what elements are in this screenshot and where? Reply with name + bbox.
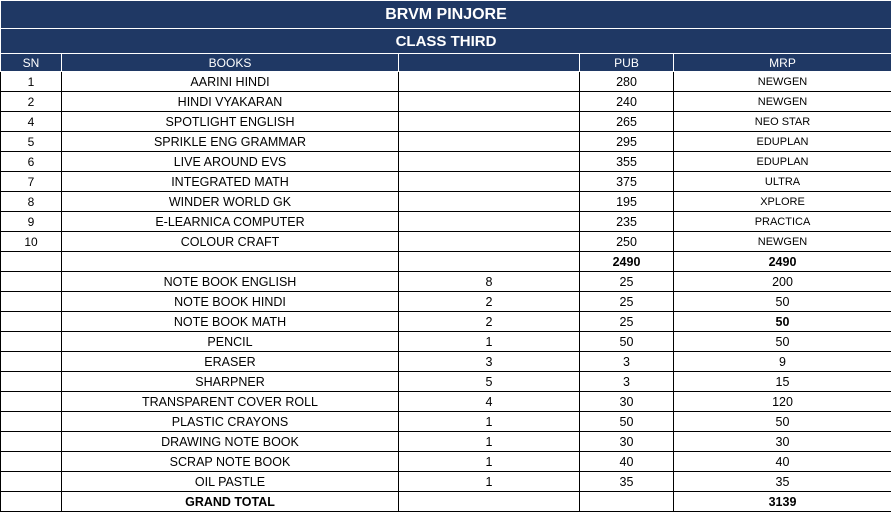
stationery-name-cell[interactable]: ERASER xyxy=(62,352,399,372)
stationery-amount-cell[interactable]: 50 xyxy=(674,332,891,352)
stationery-name-cell[interactable]: NOTE BOOK ENGLISH xyxy=(62,272,399,292)
book-sn-cell[interactable]: 9 xyxy=(1,212,62,232)
stationery-qty-cell[interactable]: 5 xyxy=(399,372,580,392)
stationery-amount-cell[interactable]: 30 xyxy=(674,432,891,452)
book-qty-cell[interactable] xyxy=(399,152,580,172)
book-qty-cell[interactable] xyxy=(399,132,580,152)
book-sn-cell[interactable]: 8 xyxy=(1,192,62,212)
book-publisher-cell[interactable]: XPLORE xyxy=(674,192,891,212)
book-row xyxy=(1,112,891,132)
stationery-row xyxy=(1,332,891,352)
book-name-cell[interactable]: SPOTLIGHT ENGLISH xyxy=(62,112,399,132)
stationery-row xyxy=(1,372,891,392)
book-publisher-cell[interactable]: PRACTICA xyxy=(674,212,891,232)
book-row xyxy=(1,212,891,232)
stationery-name-cell[interactable]: NOTE BOOK MATH xyxy=(62,312,399,332)
stationery-row xyxy=(1,432,891,452)
book-name-cell[interactable]: LIVE AROUND EVS xyxy=(62,152,399,172)
book-qty-cell[interactable] xyxy=(399,172,580,192)
book-sn-cell[interactable]: 1 xyxy=(1,72,62,92)
stationery-amount-cell[interactable]: 35 xyxy=(674,472,891,492)
stationery-name-cell[interactable]: SCRAP NOTE BOOK xyxy=(62,452,399,472)
book-row xyxy=(1,192,891,212)
stationery-rate-cell[interactable]: 25 xyxy=(580,272,674,292)
book-price-cell[interactable]: 375 xyxy=(580,172,674,192)
stationery-qty-cell[interactable]: 4 xyxy=(399,392,580,412)
stationery-amount-cell[interactable]: 50 xyxy=(674,412,891,432)
stationery-row xyxy=(1,412,891,432)
books-total-mrp[interactable]: 2490 xyxy=(674,252,891,272)
total-sn-cell[interactable] xyxy=(1,252,62,272)
stationery-sn-cell[interactable] xyxy=(1,412,62,432)
book-publisher-cell[interactable]: EDUPLAN xyxy=(674,132,891,152)
stationery-sn-cell[interactable] xyxy=(1,312,62,332)
book-name-cell[interactable]: INTEGRATED MATH xyxy=(62,172,399,192)
header-pub[interactable]: PUB xyxy=(580,54,674,72)
book-price-cell[interactable]: 265 xyxy=(580,112,674,132)
stationery-row xyxy=(1,352,891,372)
stationery-sn-cell[interactable] xyxy=(1,452,62,472)
stationery-rate-cell[interactable]: 35 xyxy=(580,472,674,492)
stationery-sn-cell[interactable] xyxy=(1,352,62,372)
stationery-row xyxy=(1,392,891,412)
header-books[interactable]: BOOKS xyxy=(62,54,399,72)
stationery-amount-cell[interactable]: 200 xyxy=(674,272,891,292)
grand-total-pub-cell[interactable] xyxy=(580,492,674,512)
book-price-cell[interactable]: 355 xyxy=(580,152,674,172)
stationery-name-cell[interactable]: SHARPNER xyxy=(62,372,399,392)
book-qty-cell[interactable] xyxy=(399,232,580,252)
book-row xyxy=(1,92,891,112)
stationery-qty-cell[interactable]: 1 xyxy=(399,452,580,472)
header-sn[interactable]: SN xyxy=(1,54,62,72)
stationery-sn-cell[interactable] xyxy=(1,372,62,392)
book-price-cell[interactable]: 195 xyxy=(580,192,674,212)
stationery-qty-cell[interactable]: 1 xyxy=(399,472,580,492)
stationery-amount-cell[interactable]: 50 xyxy=(674,312,891,332)
stationery-row xyxy=(1,292,891,312)
stationery-qty-cell[interactable]: 1 xyxy=(399,332,580,352)
stationery-row xyxy=(1,272,891,292)
class-title[interactable]: CLASS THIRD xyxy=(1,29,891,54)
book-price-cell[interactable]: 280 xyxy=(580,72,674,92)
stationery-sn-cell[interactable] xyxy=(1,292,62,312)
subtitle-row xyxy=(1,29,891,54)
book-row xyxy=(1,72,891,92)
stationery-name-cell[interactable]: NOTE BOOK HINDI xyxy=(62,292,399,312)
grand-total-qty-cell[interactable] xyxy=(399,492,580,512)
book-price-cell[interactable]: 235 xyxy=(580,212,674,232)
stationery-rate-cell[interactable]: 30 xyxy=(580,432,674,452)
stationery-amount-cell[interactable]: 40 xyxy=(674,452,891,472)
header-mrp[interactable]: MRP xyxy=(674,54,891,72)
stationery-qty-cell[interactable]: 2 xyxy=(399,312,580,332)
title-row xyxy=(1,1,891,29)
stationery-sn-cell[interactable] xyxy=(1,332,62,352)
stationery-qty-cell[interactable]: 3 xyxy=(399,352,580,372)
stationery-amount-cell[interactable]: 9 xyxy=(674,352,891,372)
stationery-amount-cell[interactable]: 120 xyxy=(674,392,891,412)
stationery-qty-cell[interactable]: 8 xyxy=(399,272,580,292)
book-sn-cell[interactable]: 10 xyxy=(1,232,62,252)
header-row xyxy=(1,54,891,72)
book-qty-cell[interactable] xyxy=(399,92,580,112)
stationery-sn-cell[interactable] xyxy=(1,272,62,292)
book-price-cell[interactable]: 250 xyxy=(580,232,674,252)
school-title[interactable]: BRVM PINJORE xyxy=(1,1,891,29)
grand-total-row xyxy=(1,492,891,512)
stationery-name-cell[interactable]: TRANSPARENT COVER ROLL xyxy=(62,392,399,412)
stationery-name-cell[interactable]: PLASTIC CRAYONS xyxy=(62,412,399,432)
grand-total-sn-cell[interactable] xyxy=(1,492,62,512)
book-row xyxy=(1,172,891,192)
grand-total-label[interactable]: GRAND TOTAL xyxy=(62,492,399,512)
total-label-cell[interactable] xyxy=(62,252,399,272)
stationery-rate-cell[interactable]: 50 xyxy=(580,332,674,352)
book-name-cell[interactable]: HINDI VYAKARAN xyxy=(62,92,399,112)
stationery-rate-cell[interactable]: 25 xyxy=(580,292,674,312)
stationery-amount-cell[interactable]: 50 xyxy=(674,292,891,312)
stationery-name-cell[interactable]: OIL PASTLE xyxy=(62,472,399,492)
book-sn-cell[interactable]: 2 xyxy=(1,92,62,112)
book-name-cell[interactable]: COLOUR CRAFT xyxy=(62,232,399,252)
stationery-qty-cell[interactable]: 2 xyxy=(399,292,580,312)
stationery-rate-cell[interactable]: 3 xyxy=(580,372,674,392)
stationery-row xyxy=(1,472,891,492)
book-price-cell[interactable]: 295 xyxy=(580,132,674,152)
stationery-sn-cell[interactable] xyxy=(1,432,62,452)
book-publisher-cell[interactable]: NEO STAR xyxy=(674,112,891,132)
book-publisher-cell[interactable]: NEWGEN xyxy=(674,72,891,92)
book-publisher-cell[interactable]: ULTRA xyxy=(674,172,891,192)
books-total-pub[interactable]: 2490 xyxy=(580,252,674,272)
stationery-row xyxy=(1,312,891,332)
book-name-cell[interactable]: AARINI HINDI xyxy=(62,72,399,92)
book-name-cell[interactable]: E-LEARNICA COMPUTER xyxy=(62,212,399,232)
stationery-qty-cell[interactable]: 1 xyxy=(399,412,580,432)
stationery-row xyxy=(1,452,891,472)
stationery-rate-cell[interactable]: 30 xyxy=(580,392,674,412)
stationery-amount-cell[interactable]: 15 xyxy=(674,372,891,392)
grand-total-value[interactable]: 3139 xyxy=(674,492,891,512)
books-total-row xyxy=(1,252,891,272)
stationery-rate-cell[interactable]: 3 xyxy=(580,352,674,372)
stationery-sn-cell[interactable] xyxy=(1,472,62,492)
book-qty-cell[interactable] xyxy=(399,192,580,212)
book-qty-cell[interactable] xyxy=(399,212,580,232)
book-row xyxy=(1,152,891,172)
book-qty-cell[interactable] xyxy=(399,72,580,92)
book-sn-cell[interactable]: 5 xyxy=(1,132,62,152)
book-publisher-cell[interactable]: NEWGEN xyxy=(674,232,891,252)
stationery-rate-cell[interactable]: 50 xyxy=(580,412,674,432)
stationery-rate-cell[interactable]: 25 xyxy=(580,312,674,332)
stationery-rate-cell[interactable]: 40 xyxy=(580,452,674,472)
stationery-qty-cell[interactable]: 1 xyxy=(399,432,580,452)
book-sn-cell[interactable]: 7 xyxy=(1,172,62,192)
stationery-sn-cell[interactable] xyxy=(1,392,62,412)
stationery-name-cell[interactable]: DRAWING NOTE BOOK xyxy=(62,432,399,452)
book-publisher-cell[interactable]: NEWGEN xyxy=(674,92,891,112)
book-publisher-cell[interactable]: EDUPLAN xyxy=(674,152,891,172)
book-row xyxy=(1,232,891,252)
header-qty[interactable] xyxy=(399,54,580,72)
book-price-cell[interactable]: 240 xyxy=(580,92,674,112)
book-name-cell[interactable]: SPRIKLE ENG GRAMMAR xyxy=(62,132,399,152)
total-qty-cell[interactable] xyxy=(399,252,580,272)
book-qty-cell[interactable] xyxy=(399,112,580,132)
book-row xyxy=(1,132,891,152)
table-body xyxy=(1,1,891,512)
book-name-cell[interactable]: WINDER WORLD GK xyxy=(62,192,399,212)
book-sn-cell[interactable]: 6 xyxy=(1,152,62,172)
book-sn-cell[interactable]: 4 xyxy=(1,112,62,132)
stationery-name-cell[interactable]: PENCIL xyxy=(62,332,399,352)
